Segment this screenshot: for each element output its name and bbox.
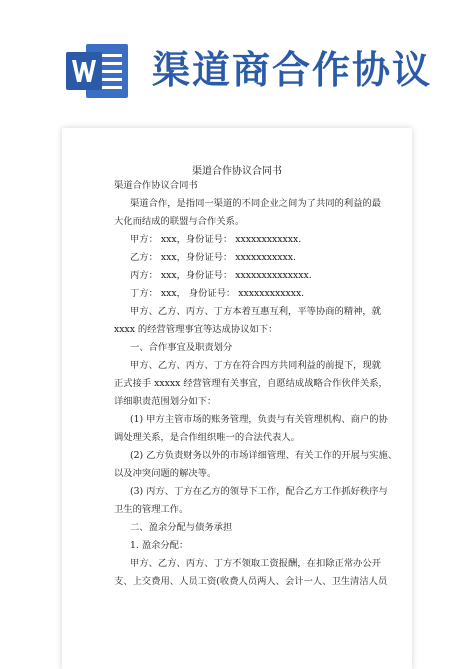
paragraph-line: 甲方、乙方、丙方、丁方不领取工资报酬，在扣除正常办公开 xyxy=(130,558,382,569)
party-line: 甲方： xxx，身份证号： xxxxxxxxxxxx. xyxy=(130,234,302,245)
paragraph-line: xxxx 的经营管理事宜等达成协议如下： xyxy=(114,324,278,335)
banner xyxy=(0,0,474,120)
paragraph-line: 甲方、乙方、丙方、丁方本着互惠互利，平等协商的精神，就 xyxy=(130,306,382,317)
paragraph-line: 甲方、乙方、丙方、丁方在符合四方共同利益的前提下，现就 xyxy=(130,360,382,371)
paragraph-line: 支、上交费用、人员工资(收费人员两人、会计一人、卫生清洁人员 xyxy=(114,576,388,587)
banner-title: 渠道商合作协议 xyxy=(152,48,433,92)
party-line: 丁方： xxx， 身份证号： xxxxxxxxxxxx. xyxy=(130,288,305,299)
party-line: 丙方： xxx，身份证号： xxxxxxxxxxxxxx. xyxy=(130,270,312,281)
paragraph-line: 渠道合作，是指同一渠道的不同企业之间为了共同的利益的最 xyxy=(130,198,382,209)
paragraph-line: 调处理关系，是合作组织唯一的合法代表人。 xyxy=(114,432,300,443)
party-line: 乙方： xxx，身份证号： xxxxxxxxxxx. xyxy=(130,252,296,263)
section-heading: 一、合作事宜及职责划分 xyxy=(130,342,233,353)
paragraph-line: 渠道合作协议合同书 xyxy=(114,180,198,191)
paragraph-line: 正式接手 xxxxx 经营管理有关事宜，自愿结成战略合作伙伴关系， xyxy=(114,378,388,389)
document-title: 渠道合作协议合同书 xyxy=(192,166,282,177)
word-document-icon xyxy=(64,40,130,102)
paragraph-line: (2) 乙方负责财务以外的市场详细管理、有关工作的开展与实施、 xyxy=(130,450,398,461)
section-heading: 二、盈余分配与债务承担 xyxy=(130,522,233,533)
paragraph-line: 卫生的管理工作。 xyxy=(114,504,189,515)
paragraph-line: (1) 甲方主管市场的账务管理，负责与有关管理机构、商户的协 xyxy=(130,414,388,425)
subsection-heading: 1. 盈余分配： xyxy=(130,540,189,551)
paragraph-line: 以及冲突问题的解决等。 xyxy=(114,468,217,479)
document-page xyxy=(62,128,412,669)
paragraph-line: (3) 丙方、丁方在乙方的领导下工作，配合乙方工作抓好秩序与 xyxy=(130,486,388,497)
paragraph-line: 大化而结成的联盟与合作关系。 xyxy=(114,216,245,227)
paragraph-line: 详细职责范围划分如下： xyxy=(114,396,217,407)
